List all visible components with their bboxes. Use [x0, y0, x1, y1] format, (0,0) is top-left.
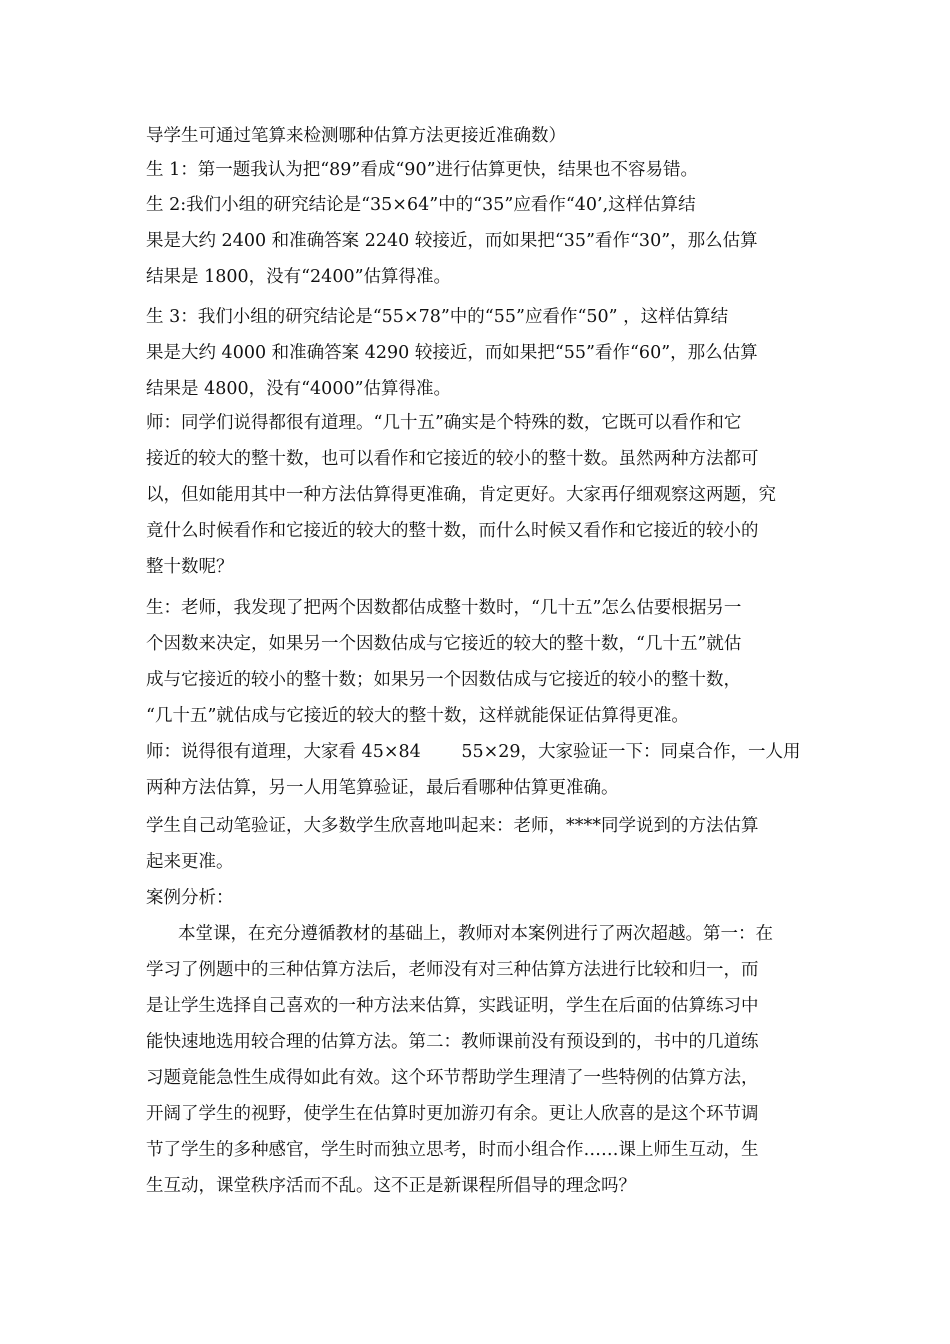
- text-line: 案例分析：: [146, 888, 234, 908]
- text-line: 果是大约 4000 和准确答案 4290 较接近，而如果把“55”看作“60”，那么估算: [146, 343, 758, 363]
- text-line: 本堂课，在充分遵循教材的基础上，教师对本案例进行了两次超越。第一：在: [178, 924, 773, 944]
- text-line: 习题竟能急性生成得如此有效。这个环节帮助学生理清了一些特例的估算方法，: [146, 1068, 759, 1088]
- text-line: 师：说得很有道理，大家看 45×84 55×29，大家验证一下：同桌合作，一人用: [146, 742, 801, 762]
- text-line: 成与它接近的较小的整十数；如果另一个因数估成与它接近的较小的整十数，: [146, 670, 741, 690]
- text-line: 个因数来决定，如果另一个因数估成与它接近的较大的整十数，“几十五”就估: [146, 634, 742, 654]
- text-line: 结果是 1800，没有“2400”估算得准。: [146, 267, 452, 287]
- text-line: 能快速地选用较合理的估算方法。第二：教师课前没有预设到的，书中的几道练: [146, 1032, 759, 1052]
- text-line: 生：老师，我发现了把两个因数都估成整十数时，“几十五”怎么估要根据另一: [146, 598, 742, 618]
- text-line: 两种方法估算，另一人用笔算验证，最后看哪种估算更准确。: [146, 778, 619, 798]
- text-line: 学习了例题中的三种估算方法后，老师没有对三种估算方法进行比较和归一，而: [146, 960, 759, 980]
- text-line: 生互动，课堂秩序活而不乱。这不正是新课程所倡导的理念吗？: [146, 1176, 636, 1196]
- text-line: 生 2:我们小组的研究结论是“35×64”中的“35”应看作“40’,这样估算结: [146, 195, 696, 215]
- text-line: 导学生可通过笔算来检测哪种估算方法更接近准确数）: [146, 126, 566, 146]
- text-line: 果是大约 2400 和准确答案 2240 较接近，而如果把“35”看作“30”，那么估算: [146, 231, 758, 251]
- text-line: 开阔了学生的视野，使学生在估算时更加游刃有余。更让人欣喜的是这个环节调: [146, 1104, 759, 1124]
- text-line: 师：同学们说得都很有道理。“几十五”确实是个特殊的数，它既可以看作和它: [146, 413, 742, 433]
- text-line: 节了学生的多种感官，学生时而独立思考，时而小组合作……课上师生互动，生: [146, 1140, 759, 1160]
- text-line: 生 1：第一题我认为把“89”看成“90”进行估算更快，结果也不容易错。: [146, 160, 699, 180]
- text-line: 起来更准。: [146, 852, 234, 872]
- text-line: 结果是 4800，没有“4000”估算得准。: [146, 379, 452, 399]
- text-line: 整十数呢？: [146, 557, 234, 577]
- text-line: 是让学生选择自己喜欢的一种方法来估算，实践证明，学生在后面的估算练习中: [146, 996, 759, 1016]
- text-line: “几十五”就估成与它接近的较大的整十数，这样就能保证估算得更准。: [146, 706, 689, 726]
- text-line: 学生自己动笔验证，大多数学生欣喜地叫起来：老师，****同学说到的方法估算: [146, 816, 759, 836]
- text-line: 接近的较大的整十数，也可以看作和它接近的较小的整十数。虽然两种方法都可: [146, 449, 759, 469]
- text-line: 竟什么时候看作和它接近的较大的整十数，而什么时候又看作和它接近的较小的: [146, 521, 759, 541]
- text-line: 以，但如能用其中一种方法估算得更准确，肯定更好。大家再仔细观察这两题，究: [146, 485, 776, 505]
- text-line: 生 3：我们小组的研究结论是“55×78”中的“55”应看作“50” ，这样估算结: [146, 307, 729, 327]
